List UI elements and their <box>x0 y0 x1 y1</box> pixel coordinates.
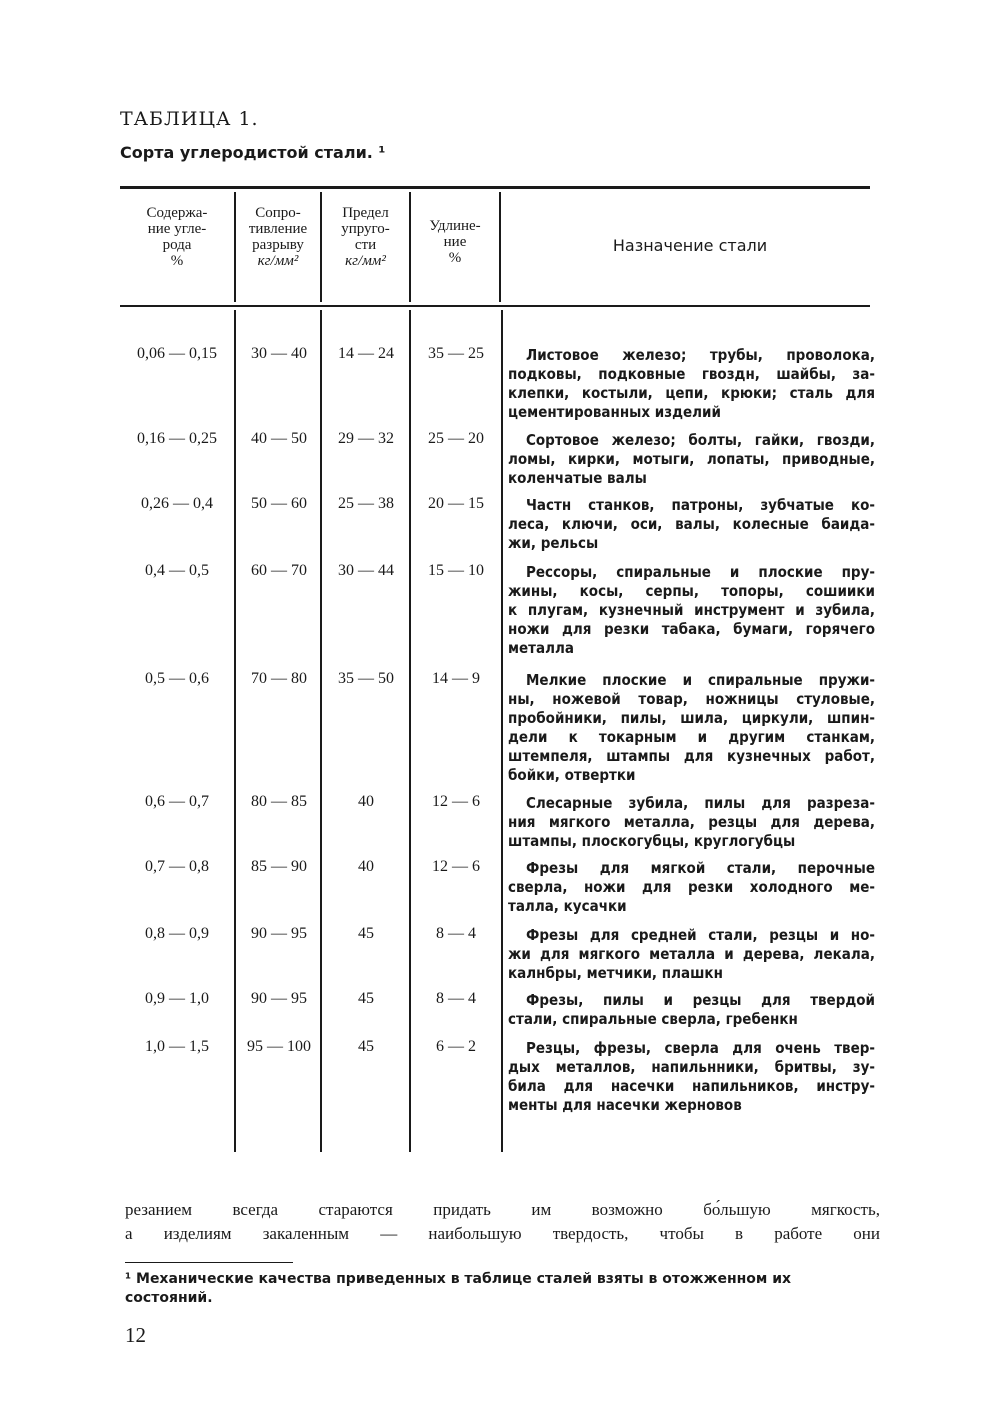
cell-purpose <box>508 794 875 851</box>
header-line: Содержа- <box>146 205 208 221</box>
header-carbon <box>120 205 234 269</box>
purpose-line: металла <box>508 639 574 657</box>
header-line: сти <box>354 237 377 253</box>
cell-carbon: 0,8 — 0,9 <box>145 925 209 942</box>
header-line: Удлине- <box>429 218 481 234</box>
cell-carbon: 0,26 — 0,4 <box>141 495 213 512</box>
header-elastic <box>321 205 410 269</box>
header-line: упруго- <box>341 221 390 237</box>
purpose-line: ны, ножевой товар, ножницы стуловые, <box>508 690 875 708</box>
purpose-line: ния мягкого металла, резцы для дерева, <box>508 813 875 831</box>
cell-tensile: 50 — 60 <box>251 495 307 512</box>
header-line: ние <box>443 234 467 250</box>
cell-tensile: 30 — 40 <box>251 345 307 362</box>
purpose-line: Фрезы для мягкой стали, перочные <box>526 859 875 877</box>
body-paragraph <box>125 1198 880 1246</box>
table-title: Сорта углеродистой стали. ¹ <box>120 143 386 162</box>
header-line: разрыву <box>252 237 304 253</box>
header-line: ние угле- <box>147 221 207 237</box>
cell-elongation: 8 — 4 <box>436 990 476 1007</box>
cell-elastic: 35 — 50 <box>338 670 394 687</box>
purpose-line: талла, кусачки <box>508 897 627 915</box>
purpose-line: подковы, подковные гвоздн, шайбы, за- <box>508 365 875 383</box>
footnote: ¹ Механические качества приведенных в таблице сталей взяты в отожженном их состояний. <box>125 1271 792 1306</box>
purpose-line: Фрезы, пилы и резцы для твердой <box>526 991 875 1009</box>
cell-elongation: 25 — 20 <box>428 430 484 447</box>
purpose-line: леса, ключи, оси, валы, колесные баида- <box>508 515 875 533</box>
table-label: ТАБЛИЦА 1. <box>120 108 259 130</box>
purpose-line: штемпеля, штампы для кузнечных работ, <box>508 747 875 765</box>
purpose-line: била для насечки напильников, инстру- <box>508 1077 875 1095</box>
purpose-line: Резцы, фрезы, сверла для очень твер- <box>526 1039 875 1057</box>
header-purpose: Назначение стали <box>612 236 768 255</box>
cell-tensile: 90 — 95 <box>251 990 307 1007</box>
cell-purpose <box>508 563 875 658</box>
purpose-line: клепки, костыли, цепи, крюки; сталь для <box>508 384 875 402</box>
cell-elongation: 15 — 10 <box>428 562 484 579</box>
header-line: Сопро- <box>255 205 301 221</box>
purpose-line: к плугам, кузнечный инструмент и зубила, <box>508 601 875 619</box>
cell-elongation: 14 — 9 <box>432 670 480 687</box>
purpose-line: цементированных изделий <box>508 403 721 421</box>
purpose-line: Рессоры, спиральные и плоские пру- <box>526 563 875 581</box>
purpose-line: Фрезы для средней стали, резцы и но- <box>526 926 875 944</box>
body-line: а изделиям закаленным — наибольшую твердость, чтобы в работе они <box>125 1224 880 1243</box>
cell-carbon: 1,0 — 1,5 <box>145 1038 209 1055</box>
purpose-line: бойки, отвертки <box>508 766 636 784</box>
page-number: 12 <box>125 1323 146 1347</box>
purpose-line: Слесарные зубила, пилы для разреза- <box>526 794 875 812</box>
cell-elongation: 35 — 25 <box>428 345 484 362</box>
purpose-line: дых металлов, напильнники, бритвы, зу- <box>508 1058 875 1076</box>
cell-carbon: 0,16 — 0,25 <box>137 430 217 447</box>
cell-carbon: 0,06 — 0,15 <box>137 345 217 362</box>
body-line: резанием всегда стараются придать им возможно бо́льшую мягкость, <box>125 1200 880 1219</box>
header-line: % <box>170 253 184 269</box>
cell-purpose <box>508 346 875 422</box>
cell-carbon: 0,9 — 1,0 <box>145 990 209 1007</box>
column-divider <box>501 310 503 1152</box>
cell-elongation: 12 — 6 <box>432 793 480 810</box>
purpose-line: дели к токарным и другим станкам, <box>508 728 875 746</box>
header-line: % <box>448 250 462 266</box>
cell-tensile: 40 — 50 <box>251 430 307 447</box>
cell-elastic: 25 — 38 <box>338 495 394 512</box>
cell-tensile: 80 — 85 <box>251 793 307 810</box>
cell-tensile: 90 — 95 <box>251 925 307 942</box>
cell-carbon: 0,6 — 0,7 <box>145 793 209 810</box>
cell-purpose <box>508 1039 875 1115</box>
purpose-line: Листовое железо; трубы, проволока, <box>526 346 875 364</box>
header-unit: кг/мм² <box>257 253 299 269</box>
purpose-line: пробойники, пилы, шила, циркули, шпин- <box>508 709 875 727</box>
cell-carbon: 0,7 — 0,8 <box>145 858 209 875</box>
purpose-line: жи, рельсы <box>508 534 599 552</box>
cell-carbon: 0,5 — 0,6 <box>145 670 209 687</box>
cell-elongation: 8 — 4 <box>436 925 476 942</box>
purpose-line: сверла, ножи для резки холодного ме- <box>508 878 875 896</box>
purpose-line: ножи для резки табака, бумаги, горячего <box>508 620 875 638</box>
footnote-rule <box>125 1262 293 1263</box>
header-unit: кг/мм² <box>345 253 386 269</box>
cell-elastic: 40 <box>358 793 374 810</box>
cell-purpose <box>508 859 875 916</box>
purpose-line: Сортовое железо; болты, гайки, гвозди, <box>526 431 875 449</box>
cell-purpose <box>508 671 875 785</box>
cell-tensile: 85 — 90 <box>251 858 307 875</box>
purpose-line: Частн станков, патроны, зубчатые ко- <box>526 496 875 514</box>
purpose-line: калнбры, метчики, плашкн <box>508 964 723 982</box>
cell-tensile: 95 — 100 <box>247 1038 311 1055</box>
header-elongation <box>410 218 500 266</box>
purpose-line: штампы, плоскогубцы, круглогубцы <box>508 832 796 850</box>
cell-elongation: 20 — 15 <box>428 495 484 512</box>
purpose-line: жи для мягкого металла и дерева, лекала, <box>508 945 875 963</box>
cell-elastic: 45 <box>358 925 374 942</box>
cell-elastic: 30 — 44 <box>338 562 394 579</box>
cell-purpose <box>508 926 875 983</box>
cell-purpose <box>508 431 875 488</box>
cell-elastic: 45 <box>358 990 374 1007</box>
cell-carbon: 0,4 — 0,5 <box>145 562 209 579</box>
cell-elongation: 6 — 2 <box>436 1038 476 1055</box>
cell-elastic: 40 <box>358 858 374 875</box>
table-top-rule <box>120 186 870 189</box>
purpose-line: ломы, кирки, мотыги, лопаты, приводные, <box>508 450 875 468</box>
purpose-line: Мелкие плоские и спиральные пружи- <box>526 671 875 689</box>
cell-tensile: 70 — 80 <box>251 670 307 687</box>
purpose-line: жины, косы, серпы, топоры, сошиики <box>508 582 875 600</box>
header-tensile <box>235 205 321 269</box>
purpose-line: менты для насечки жерновов <box>508 1096 742 1114</box>
header-line: рода <box>162 237 192 253</box>
header-bottom-rule <box>120 305 870 307</box>
cell-elastic: 14 — 24 <box>338 345 394 362</box>
cell-tensile: 60 — 70 <box>251 562 307 579</box>
header-line: Предел <box>342 205 389 221</box>
cell-elastic: 45 <box>358 1038 374 1055</box>
header-line: тивление <box>248 221 308 237</box>
cell-purpose <box>508 496 875 553</box>
cell-elastic: 29 — 32 <box>338 430 394 447</box>
purpose-line: коленчатые валы <box>508 469 647 487</box>
cell-purpose <box>508 991 875 1029</box>
purpose-line: стали, спиральные сверла, гребенкн <box>508 1010 798 1028</box>
cell-elongation: 12 — 6 <box>432 858 480 875</box>
